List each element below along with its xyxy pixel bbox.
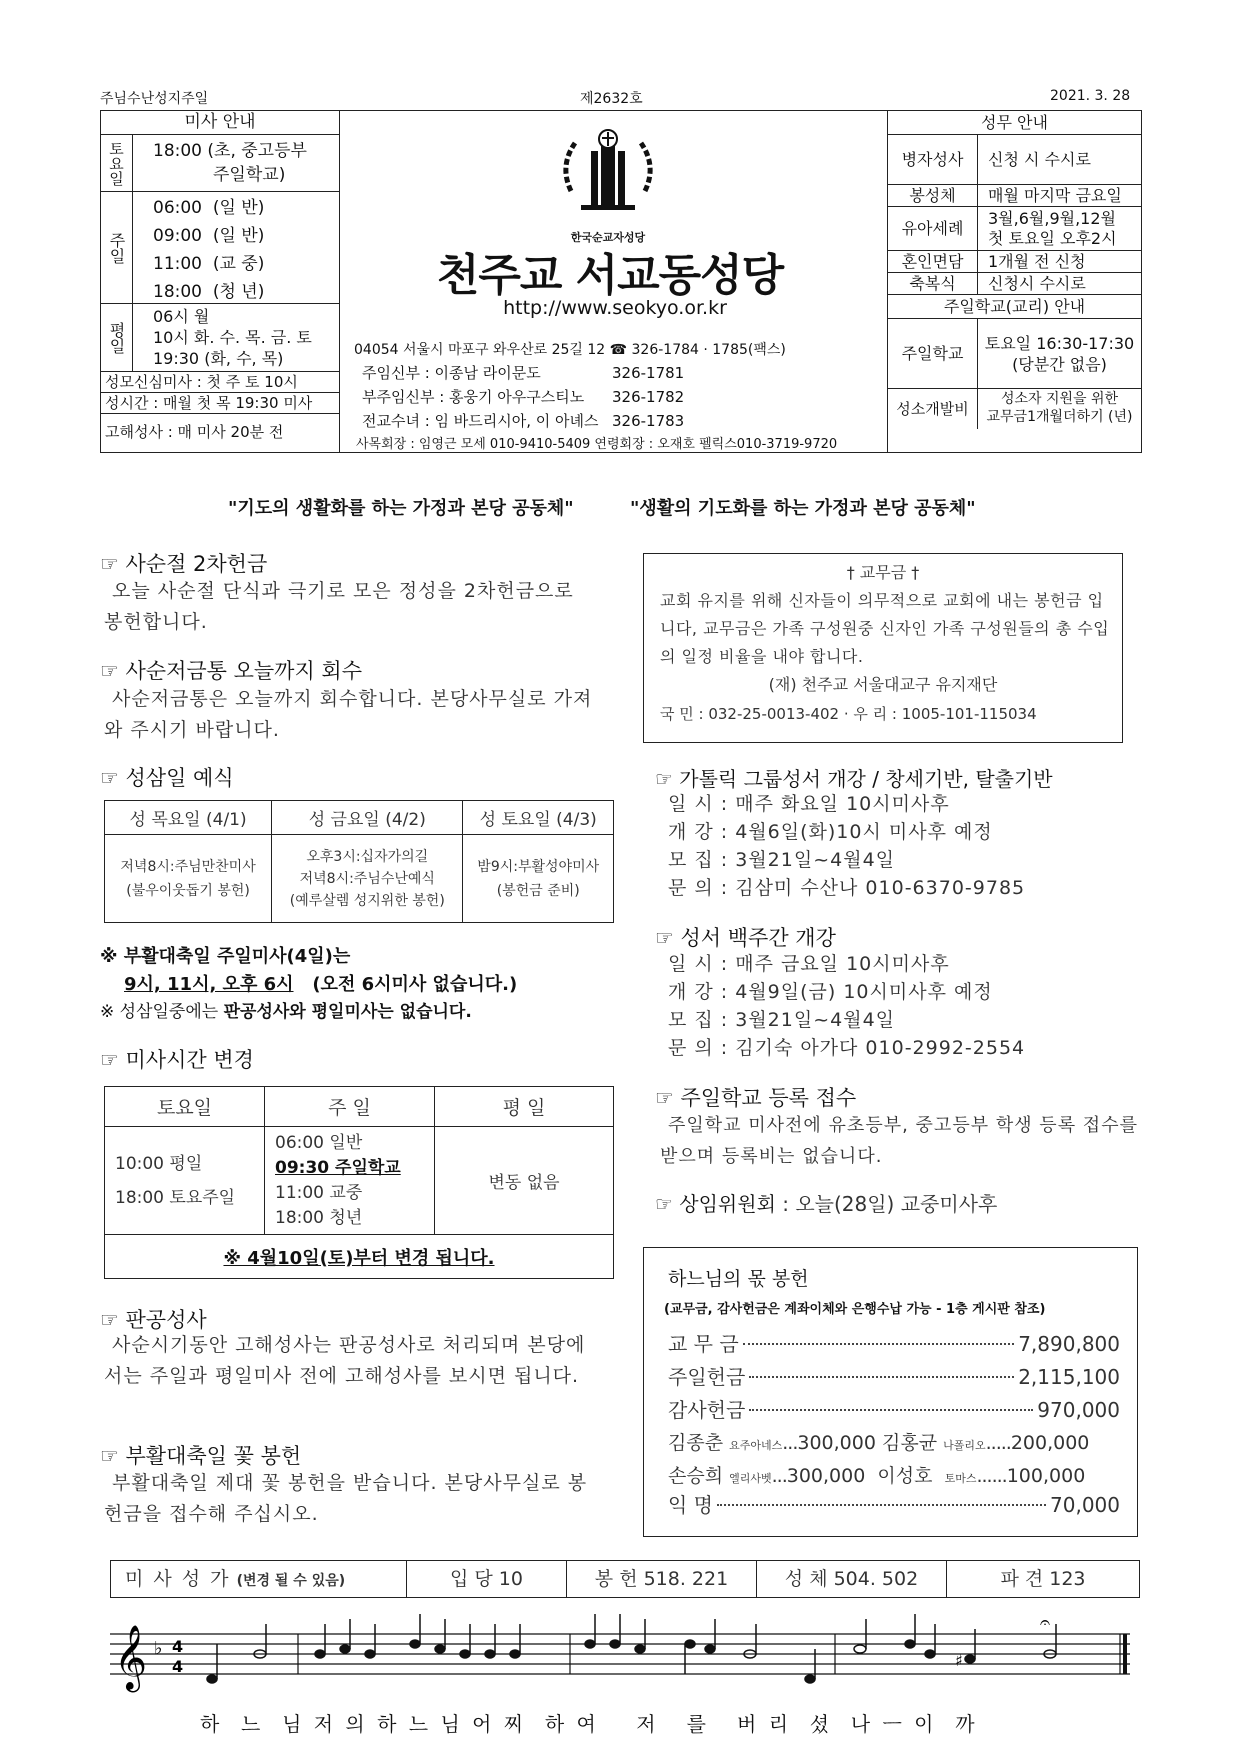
change-sun-highlight: 09:30 주일학교 — [275, 1157, 401, 1178]
offering-row: 교 무 금 7,890,800 — [668, 1332, 1120, 1356]
staff-row: 전교수녀 : 임 바드리시아, 이 아녜스 326-1783 — [362, 412, 685, 430]
sunday-mass: 09:00 (일 반) — [153, 226, 265, 246]
change-note: ※ 4월10일(토)부터 변경 됩니다. — [105, 1235, 614, 1279]
lent-offering-title: ☞ 사순절 2차헌금 — [100, 552, 268, 576]
church-logo-icon — [553, 121, 663, 231]
service-key: 혼인면담 — [888, 251, 978, 272]
service-value: 매월 마지막 금요일 — [988, 186, 1122, 205]
confession-title: ☞ 판공성사 — [100, 1308, 207, 1332]
weekday-mass: 10시 화. 수. 목. 금. 토 — [153, 328, 312, 347]
easter-line-2: 9시, 11시, 오후 6시 (오전 6시미사 없습니다.) — [124, 974, 518, 995]
change-head: 주 일 — [265, 1087, 435, 1127]
bible-100-row: 문 의 : 김기숙 아가다 010-2992-2554 — [668, 1037, 1026, 1059]
bible-group-row: 개 강 : 4월6일(화)10시 미사후 예정 — [668, 821, 993, 843]
change-sat: 10:00 평일 — [115, 1153, 203, 1174]
service-value: 신청시 수시로 — [988, 274, 1086, 293]
saturday-label: 토요일 — [101, 135, 133, 191]
mass-change-table — [104, 1086, 614, 1279]
sunday-mass: 06:00 (일 반) — [153, 198, 265, 218]
service-value: 1개월 전 신청 — [988, 252, 1086, 271]
bible-group-row: 모 집 : 3월21일~4월4일 — [668, 849, 896, 871]
offering-box — [643, 1247, 1138, 1537]
extra-mass: 고해성사 : 매 미사 20분 전 — [105, 423, 284, 441]
school-reg-body: 주일학교 미사전에 유초등부, 중고등부 학생 등록 접수를 받으며 등록비는 없습니다. — [660, 1115, 1138, 1167]
bible-100-rows — [668, 950, 1025, 1062]
header-season: 주님수난성지주일 — [100, 91, 209, 107]
bible-100-row: 개 강 : 4월9일(금) 10시미사후 예정 — [668, 981, 993, 1003]
offering-title: 하느님의 몫 봉헌 — [668, 1268, 809, 1290]
triduum-cell: (봉헌금 준비) — [496, 882, 580, 899]
service-key: 유아세례 — [888, 207, 978, 250]
church-address: 04054 서울시 마포구 와우산로 25길 12 ☎ 326-1784 · 1785(팩스) — [354, 342, 786, 358]
sunday-mass: 18:00 (청 년) — [153, 282, 265, 302]
service-key: 축복식 — [888, 273, 978, 294]
lent-offering-body: 오늘 사순절 단식과 극기로 모은 정성을 2차헌금으로 봉헌합니다. — [104, 580, 574, 633]
hymn-communion: 성 체 504. 502 — [757, 1561, 947, 1597]
slogan-alt: "생활의 기도화를 하는 가정과 본당 공동체" — [630, 498, 976, 519]
bible-100-row: 모 집 : 3월21일~4월4일 — [668, 1009, 896, 1031]
sharp-icon: ♯ — [955, 1651, 963, 1670]
mass-schedule — [100, 110, 340, 453]
committee-line: ☞ 상임위원회 : 오늘(28일) 교중미사후 — [655, 1192, 998, 1216]
church-name: 천주교 서교동성당 — [436, 250, 784, 301]
change-week: 변동 없음 — [435, 1127, 614, 1235]
music-staff — [110, 1614, 1140, 1704]
staff-row: 주임신부 : 이종남 라이문도 326-1781 — [362, 364, 685, 382]
flower-body: 부활대축일 제대 꽃 봉헌을 받습니다. 본당사무실로 봉헌금을 접수해 주십시오. — [104, 1472, 588, 1525]
dues-account: 국 민 : 032-25-0013-402 · 우 리 : 1005-101-115034 — [660, 705, 1037, 723]
change-sun: 06:00 일반 — [275, 1132, 363, 1153]
bible-group-row: 일 시 : 매주 화요일 10시미사후 — [668, 793, 950, 815]
triduum-table — [104, 800, 614, 923]
triduum-head: 성 목요일 (4/1) — [105, 801, 272, 835]
slogan: "기도의 생활화를 하는 가정과 본당 공동체" — [228, 498, 574, 519]
piggybank-title: ☞ 사순저금통 오늘까지 회수 — [100, 659, 362, 683]
triduum-cell: 오후3시:십자가의길 — [306, 848, 429, 865]
triduum-head: 성 토요일 (4/3) — [463, 801, 614, 835]
triduum-cell: (예루살렘 성지위한 봉헌) — [289, 892, 445, 909]
weekday-mass: 06시 월 — [153, 307, 210, 326]
sunday-label: 주일 — [101, 192, 133, 303]
change-head: 평 일 — [435, 1087, 614, 1127]
header-date: 2021. 3. 28 — [1050, 88, 1131, 104]
offering-note: (교무금, 감사헌금은 계좌이체와 은행수납 가능 - 1층 게시판 참조) — [664, 1302, 1046, 1317]
bible-group-row: 문 의 : 김삼미 수산나 010-6370-9785 — [668, 877, 1026, 899]
school-key: 주일학교 — [888, 319, 978, 388]
mass-title: 미사 안내 — [101, 111, 339, 135]
triduum-head: 성 금요일 (4/2) — [272, 801, 463, 835]
triduum-cell: 저녁8시:주님만찬미사 — [120, 858, 256, 875]
hymn-label: 미 사 성 가 (변경 될 수 있음) — [111, 1561, 407, 1597]
donor-row: 손승희 엘리사벳 ... 300,000 이성호 토마스 ...... 100,000 — [668, 1465, 1086, 1487]
mass-change-title: ☞ 미사시간 변경 — [100, 1048, 254, 1072]
fermata-icon: 𝄐 — [1040, 1614, 1051, 1633]
logo-caption: 한국순교자성당 — [570, 231, 646, 244]
school-reg-title: ☞ 주일학교 등록 접수 — [655, 1086, 857, 1110]
change-sun: 18:00 청년 — [275, 1207, 363, 1228]
extra-mass: 성시간 : 매월 첫 목 19:30 미사 — [101, 393, 339, 414]
service-value: 신청 시 수시로 — [988, 150, 1091, 169]
service-key: 병자성사 — [888, 135, 978, 184]
school-value-2: (당분간 없음) — [1012, 355, 1107, 374]
weekday-label: 평일 — [101, 304, 133, 371]
hymn-lyrics: 하 느 님 저 의 하 느 님 어 찌 하 여 저 를 버 리 셨 나 ㅡ 이 까 — [200, 1712, 978, 1736]
bible-group-title: ☞ 가톨릭 그룹성서 개강 / 창세기반, 탈출기반 — [655, 767, 1053, 791]
vocation-key: 성소개발비 — [888, 389, 978, 429]
vocation-value-2: 교무금1개월더하기 (년) — [986, 409, 1133, 425]
service-key: 봉성체 — [888, 185, 978, 206]
bible-100-title: ☞ 성서 백주간 개강 — [655, 926, 836, 950]
service-title: 성무 안내 — [888, 111, 1141, 135]
change-sun: 11:00 교중 — [275, 1182, 363, 1203]
easter-line-3: ※ 성삼일중에는 판공성사와 평일미사는 없습니다. — [100, 1002, 472, 1022]
saturday-time-2: 주일학교) — [213, 165, 286, 185]
confession-body: 사순시기동안 고해성사는 판공성사로 처리되며 본당에서는 주일과 평일미사 전에 고해성사를 보시면 됩니다. — [104, 1334, 586, 1387]
dues-box — [643, 553, 1123, 743]
service-value: 3월,6월,9월,12월 — [988, 209, 1116, 228]
hymn-bar — [110, 1560, 1140, 1598]
staff-list — [362, 361, 684, 433]
time-signature: 4 — [172, 1637, 184, 1656]
time-signature: 4 — [172, 1657, 184, 1676]
saturday-time: 18:00 (초, 중고등부 — [153, 141, 307, 161]
bible-group-rows — [668, 790, 1025, 902]
church-url: http://www.seokyo.or.kr — [503, 297, 727, 319]
dues-title: † 교무금 † — [846, 563, 920, 582]
church-block — [340, 110, 887, 453]
donor-row: 김종춘 요주아네스 ... 300,000 김홍균 나폴리오 ..... 200,000 — [668, 1432, 1090, 1454]
change-head: 토요일 — [105, 1087, 265, 1127]
hymn-offertory: 봉 헌 518. 221 — [567, 1561, 757, 1597]
service-value: 첫 토요일 오후2시 — [988, 229, 1117, 248]
weekday-mass: 19:30 (화, 수, 목) — [153, 349, 284, 368]
treble-clef-icon: 𝄞 — [114, 1625, 148, 1690]
piggybank-body: 사순저금통은 오늘까지 회수합니다. 본당사무실로 가져와 주시기 바랍니다. — [104, 688, 593, 741]
flower-title: ☞ 부활대축일 꽃 봉헌 — [100, 1444, 302, 1468]
flat-icon: ♭ — [154, 1638, 163, 1659]
hymn-dismissal: 파 견 123 — [1000, 1568, 1086, 1590]
sunday-mass: 11:00 (교 중) — [153, 254, 265, 274]
bible-100-row: 일 시 : 매주 금요일 10시미사후 — [668, 953, 950, 975]
offering-row: 익 명 70,000 — [668, 1493, 1120, 1517]
staff-row: 부주임신부 : 홍웅기 아우구스티노 326-1782 — [362, 388, 685, 406]
dues-body: 교회 유지를 위해 신자들이 의무적으로 교회에 내는 봉헌금 입니다, 교무금은 가족 구성원중 신자인 가족 구성원들의 총 수입의 일정 비율을 내야 합니다. — [660, 591, 1110, 666]
triduum-cell: 밤9시:부활성야미사 — [477, 858, 600, 875]
triduum-title: ☞ 성삼일 예식 — [100, 766, 234, 790]
service-info — [887, 110, 1142, 453]
extra-mass: 성모신심미사 : 첫 주 토 10시 — [101, 372, 339, 393]
header-issue: 제2632호 — [580, 91, 643, 107]
change-sat: 18:00 토요주일 — [115, 1187, 236, 1208]
dues-foundation: (재) 천주교 서울대교구 유지재단 — [768, 675, 998, 694]
offering-row: 주일헌금 2,115,100 — [668, 1365, 1120, 1389]
school-value: 토요일 16:30-17:30 — [984, 334, 1135, 353]
school-title: 주일학교(교리) 안내 — [888, 295, 1141, 319]
offering-row: 감사헌금 970,000 — [668, 1398, 1120, 1422]
easter-line-1: ※ 부활대축일 주일미사(4일)는 — [100, 946, 351, 967]
council-line: 사목회장 : 임영근 모세 010-9410-5409 연령회장 : 오재호 펠릭스010-3719-9720 — [356, 437, 838, 452]
vocation-value: 성소자 지원을 위한 — [1000, 391, 1119, 407]
triduum-cell: (불우이웃돕기 봉헌) — [126, 882, 250, 899]
hymn-entry: 입 당 10 — [407, 1561, 567, 1597]
triduum-cell: 저녁8시:주님수난예식 — [299, 870, 435, 887]
